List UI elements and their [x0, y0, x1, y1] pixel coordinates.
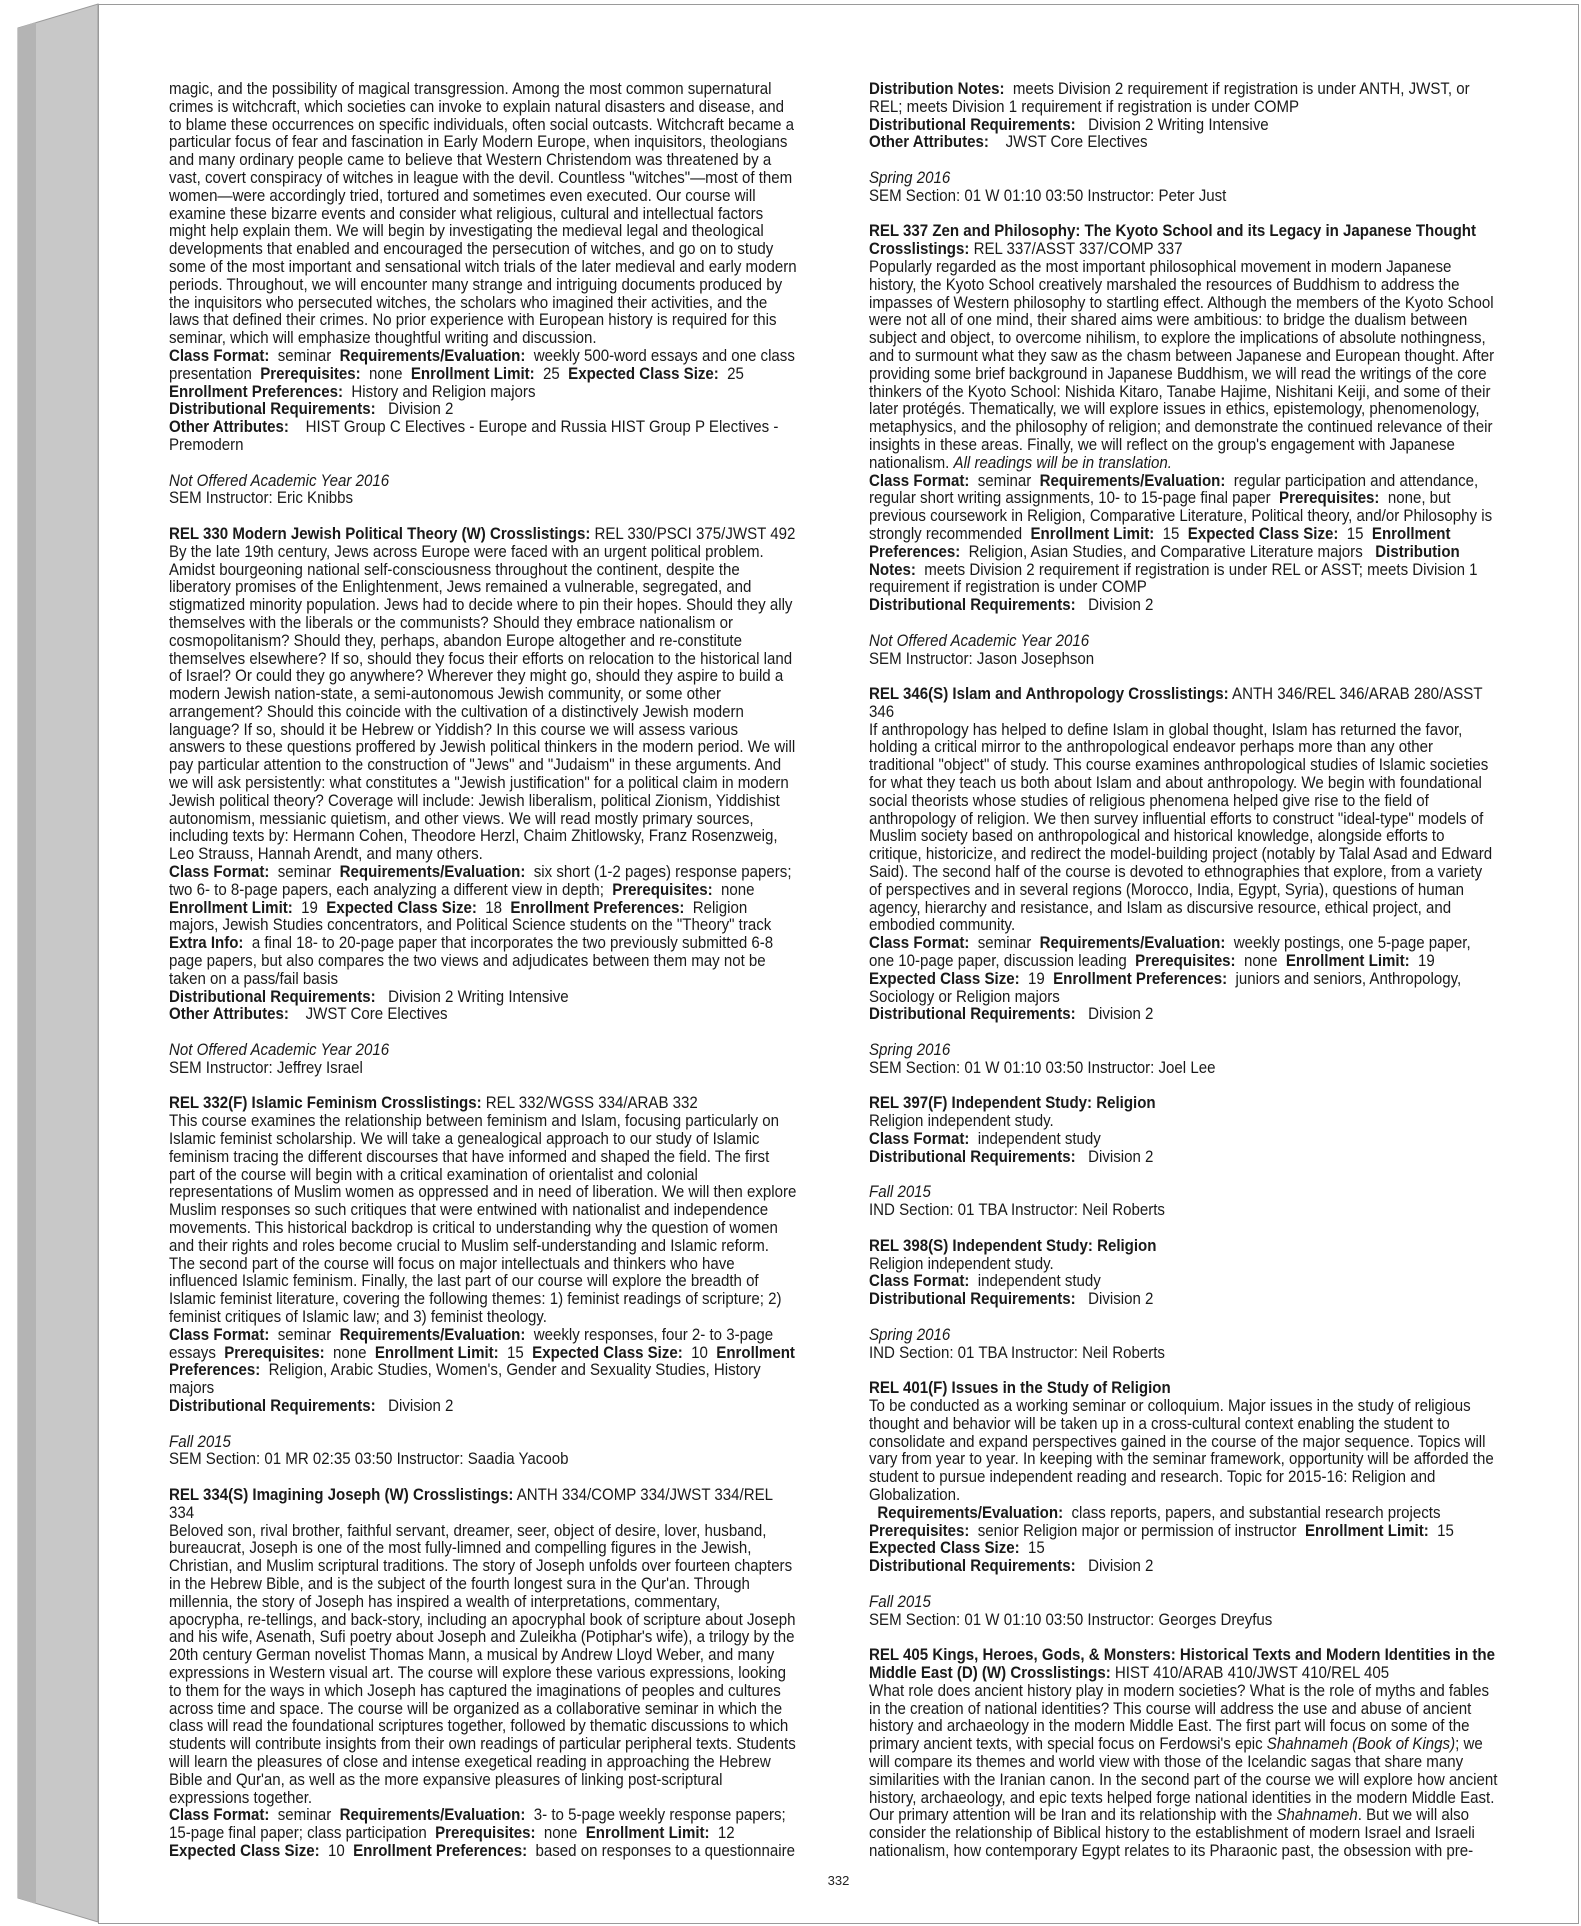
course-offering: Spring 2016 SEM Section: 01 W 01:10 03:50 Instructor: Joel Lee: [869, 1041, 1216, 1077]
course-title: REL 397(F) Independent Study: Religion: [869, 1094, 1156, 1113]
course-title: REL 401(F) Issues in the Study of Religion: [869, 1379, 1171, 1398]
course-entry-rel-397: REL 397(F) Independent Study: Religion Religion independent study. Class Format: independent study Distributional Requirements: Division 2: [869, 1094, 1156, 1166]
course-entry-rel-346: REL 346(S) Islam and Anthropology Crosslistings: ANTH 346/REL 346/ARAB 280/ASST 346 If anthropology has helped to define Islam in global thought, Islam has returned the favor, holding a critical mirror to the anthropological endeavor perhaps more than any other traditional "object" of study. This course examines anthropological studies of Islamic societies for what they teach us both about Islam and about anthropology. We begin with foundational social theorists whose studies of religious phenomena helped give rise to the field of anthropology of religion. We then survey influential efforts to construct "ideal-type" models of Muslim society based on anthropological and historical knowledge, alongside efforts to critique, historicize, and redirect the model-building project (notably by Talal Asad and Edward Said). The second half of the course is devoted to ethnographies that explore, from a variety of perspectives and in several regions (Morocco, India, Egypt, Syria), questions of human agency, hierarchy and resistance, and Islam as discursive resource, ethical project, and embodied community. Class Format: seminar Requirements/Evaluation: weekly postings, one 5-page paper, one 10-page paper, discussion leading Prerequisites: none Enrollment Limit: 19 Expected Class Size: 19 Enrollment Preferences: juniors and seniors, Anthropology, Sociology or Religion majors Distributional Requirements: Division 2: [869, 685, 1493, 1024]
course-entry-rel-398: REL 398(S) Independent Study: Religion Religion independent study. Class Format: independent study Distributional Requirements: Division 2: [869, 1236, 1157, 1309]
course-entry-rel-337: REL 337 Zen and Philosophy: The Kyoto School and its Legacy in Japanese Thought Crosslistings: REL 337/ASST 337/COMP 337 Popularly regarded as the most important philosophical movement in modern Japanese history, the Kyoto School creatively marshaled the resources of Buddhism to address the impasses of Western philosophy to startling effect. Although the members of the Kyoto School were not all of one mind, their shared aims were ambitious: to bridge the dualism between subject and object, to overcome nihilism, to explore the implications of absolute nothingness, and to surmount what they saw as the chasm between Japanese and European thought. After providing some brief background in Japanese Buddhism, we will read the writings of the core thinkers of the Kyoto School: Nishida Kitaro, Tanabe Hajime, Nishitani Keiji, and some of their later protégés. Thematically, we will explore issues in ethics, epistemology, phenomenology, metaphysics, and the philosophy of religion; and demonstrate the continued relevance of their insights in these areas. Finally, we will reflect on the group's engagement with Japanese nationalism. All readings will be in translation. Class Format: seminar Requirements/Evaluation: regular participation and attendance, regular short writing assignments, 10- to 15-page final paper Prerequisites: none, but previous coursework in Religion, Comparative Literature, Political theory, and/or Philosophy is strongly recommended Enrollment Limit: 15 Expected Class Size: 15 Enrollment Preferences: Religion, Asian Studies, and Comparative Literature majors Distribution Notes: meets Division 2 requirement if registration is under REL or ASST; meets Division 1 requirement if registration is under COMP Distributional Requirements: Division 2: [869, 222, 1495, 615]
course-continuation: Distribution Notes: meets Division 2 requirement if registration is under ANTH, JWST, or REL; meets Division 1 requirement if registration is under COMP Distributional Requirements: Division 2 Writing Intensive Other Attributes: JWST Core Electives: [869, 80, 1470, 152]
course-entry-rel-334: REL 334(S) Imagining Joseph (W) Crosslistings: ANTH 334/COMP 334/JWST 334/REL 334 Beloved son, rival brother, faithful servant, dreamer, seer, object of desire, lover, husband, bureaucrat, Joseph is one of the most fully-limned and compelling figures in the Jewish, Christian, and Muslim scriptural traditions. The story of Joseph unfolds over fourteen chapters in the Hebrew Bible, and is the subject of the fourth longest sura in the Qur'an. Through millennia, the story of Joseph has inspired a wealth of interpretations, commentary, apocrypha, re-tellings, and back-story, including an apocryphal book of scripture about Joseph and his wife, Asenath, Sufi poetry about Joseph and Zuleikha (Potiphar's wife), a trilogy by the 20th century German novelist Thomas Mann, a musical by Andrew Lloyd Weber, and many expressions in Western visual art. The course will explore these various expressions, looking to them for the ways in which Joseph has captured the imaginations of peoples and cultures across time and space. The course will be organized as a collaborative seminar in which the class will read the foundational scriptures together, followed by thematic discussions to which students will contribute insights from their own readings of particular peripheral texts. Students will learn the pleasures of close and intense exegetical reading in approaching the Hebrew Bible and Qur'an, as well as the more expansive pleasures of linking post-scriptural expressions together. Class Format: seminar Requirements/Evaluation: 3- to 5-page weekly response papers; 15-page final paper; class participation Prerequisites: none Enrollment Limit: 12 Expected Class Size: 10 Enrollment Preferences: based on responses to a questionnaire: [169, 1485, 796, 1860]
course-title: REL 332(F) Islamic Feminism Crosslistings:: [169, 1094, 482, 1113]
page-number: 332: [827, 1873, 850, 1888]
course-entry-rel-330: REL 330 Modern Jewish Political Theory (W) Crosslistings: REL 330/PSCI 375/JWST 492 By the late 19th century, Jews across Europe were faced with an urgent political problem. Amidst bourgeoning national self-consciousness throughout the continent, despite the liberatory promises of the Enlightenment, Jews remained a vulnerable, segregated, and stigmatized minority population. Jews had to decide where to pin their hopes. Should they ally themselves with the liberals or the communists? Should they embrace nationalism or cosmopolitanism? Should they, perhaps, abandon Europe altogether and re-constitute themselves elsewhere? If so, should they focus their efforts on relocation to the historical land of Israel? Or could they go anywhere? Wherever they might go, should they aspire to build a modern Jewish nation-state, a semi-autonomous Jewish community, or some other arrangement? Should this coincide with the cultivation of a distinctively Jewish modern language? If so, should it be Hebrew or Yiddish? In this course we will assess various answers to these questions proffered by Jewish political thinkers in the modern period. We will pay particular attention to the construction of "Jews" and "Judaism" in these arguments. And we will ask persistently: what constitutes a "Jewish justification" for a political claim in modern Jewish political theory? Coverage will include: Jewish liberalism, political Zionism, Yiddishist autonomism, messianic quietism, and other views. We will read mostly primary sources, including texts by: Hermann Cohen, Theodore Herzl, Chaim Zhitlowsky, Franz Rosenzweig, Leo Strauss, Hannah Arendt, and many others. Class Format: seminar Requirements/Evaluation: six short (1-2 pages) response papers; two 6- to 8-page papers, each analyzing a different view in depth; Prerequisites: none Enrollment Limit: 19 Expected Class Size: 18 Enrollment Preferences: Religion majors, Jewish Studies concentrators, and Political Science students on the "Theory" track Extra Info: a final 18- to 20-page paper that incorporates the two previously submitted 6-8 page papers, but also compares the two views and adjudicates between them may not be taken on a pass/fail basis Distributional Requirements: Division 2 Writing Intensive Other Attributes: JWST Core Electives: [169, 524, 796, 1024]
course-offering: Fall 2015 SEM Section: 01 MR 02:35 03:50 Instructor: Saadia Yacoob: [169, 1432, 569, 1469]
course-description: magic, and the possibility of magical transgression. Among the most common supernatural crimes is witchcraft, which societies can invoke to explain natural disasters and disease, and to blame these occurrences on specific individuals, often social outcasts. Witchcraft became a particular focus of fear and fascination in Early Modern Europe, when inquisitors, theologians and many ordinary people came to believe that Western Christendom was threatened by a vast, covert conspiracy of witches in league with the devil. Countless "witches"—most of them women—were accordingly tried, tortured and sometimes even executed. Our course will examine these bizarre events and consider what religious, cultural and intellectual factors might help explain them. We will begin by investigating the medieval legal and theological developments that enabled and encouraged the persecution of witches, and go on to study some of the most important and sensational witch trials of the later medieval and early modern periods. Throughout, we will encounter many strange and intriguing documents produced by the inquisitors who persecuted witches, the scholars who imagined their activities, and the laws that defined their crimes. No prior experience with European history is required for this seminar, which will emphasize thoughtful writing and discussion. Class Format: seminar Requirements/Evaluation: weekly 500-word essays and one class presentation Prerequisites: none Enrollment Limit: 25 Expected Class Size: 25 Enrollment Preferences: History and Religion majors Distributional Requirements: Division 2 Other Attributes: HIST Group C Electives - Europe and Russia HIST Group P Electives - Premodern: [169, 80, 797, 454]
course-offering: Not Offered Academic Year 2016 SEM Instructor: Eric Knibbs: [169, 471, 390, 508]
course-entry-rel-401: REL 401(F) Issues in the Study of Religion To be conducted as a working seminar or colloquium. Major issues in the study of religious thought and behavior will be taken up in a cross-cultural context enabling the student to consolidate and expand perspectives gained in the course of the major sequence. Topics will vary from year to year. In keeping with the seminar framework, opportunity will be afforded the student to pursue independent reading and research. Topic for 2015-16: Religion and Globalization. Requirements/Evaluation: class reports, papers, and substantial research projects Prerequisites: senior Religion major or permission of instructor Enrollment Limit: 15 Expected Class Size: 15 Distributional Requirements: Division 2: [869, 1379, 1494, 1576]
course-entry-rel-405: REL 405 Kings, Heroes, Gods, & Monsters: Historical Texts and Modern Identities in the Middle East (D) (W) Crosslistings: HIST 410/ARAB 410/JWST 410/REL 405 What role does ancient history play in modern societies? What is the role of myths and fables in the creation of national identities? This course will address the use and abuse of ancient history and archaeology in the modern Middle East. The first part will focus on some of the primary ancient texts, with special focus on Ferdowsi's epic Shahnameh (Book of Kings); we will compare its themes and world view with those of the Icelandic sagas that share many similarities with the Iranian canon. In the second part of the course we will explore how ancient history, archaeology, and epic texts helped forge national identities in the modern Middle East. Our primary attention will be Iran and its relationship with the Shahnameh. But we will also consider the relationship of Biblical history to the establishment of modern Israel and Israeli nationalism, how contemporary Egypt relates to its Pharaonic past, the obsession with pre-: [869, 1646, 1498, 1860]
course-title: REL 337 Zen and Philosophy: The Kyoto School and its Legacy in Japanese Thought: [869, 222, 1477, 241]
course-offering: Fall 2015 IND Section: 01 TBA Instructor: Neil Roberts: [869, 1183, 1165, 1220]
course-title: REL 346(S) Islam and Anthropology Crosslistings:: [869, 685, 1229, 704]
course-entry-rel-332: REL 332(F) Islamic Feminism Crosslistings: REL 332/WGSS 334/ARAB 332 This course examines the relationship between feminism and Islam, focusing particularly on Islamic feminist scholarship. We will take a genealogical approach to our study of Islamic feminism tracing the different discourses that have informed and shaped the field. The first part of the course will begin with a critical examination of orientalist and colonial representations of Muslim women as oppressed and in need of liberation. We will then explore Muslim responses so such critiques that were entwined with nationalist and independence movements. This historical backdrop is critical to understanding why the question of women and their rights and roles become crucial to Muslim self-understanding and Islamic reform. The second part of the course will focus on major intellectuals and thinkers who have influenced Islamic feminism. Finally, the last part of our course will explore the breadth of Islamic feminist literature, covering the following themes: 1) feminist readings of scripture; 2) feminist critiques of Islamic law; and 3) feminist theology. Class Format: seminar Requirements/Evaluation: weekly responses, four 2- to 3-page essays Prerequisites: none Enrollment Limit: 15 Expected Class Size: 10 Enrollment Preferences: Religion, Arabic Studies, Women's, Gender and Sexuality Studies, History majors Distributional Requirements: Division 2: [169, 1094, 797, 1415]
catalog-page: [98, 4, 1579, 1924]
course-offering: Fall 2015 SEM Section: 01 W 01:10 03:50 Instructor: Georges Dreyfus: [869, 1592, 1273, 1629]
course-title: REL 330 Modern Jewish Political Theory (W) Crosslistings:: [169, 524, 591, 543]
course-offering: Not Offered Academic Year 2016 SEM Instructor: Jeffrey Israel: [169, 1041, 390, 1077]
course-offering: Spring 2016 SEM Section: 01 W 01:10 03:50 Instructor: Peter Just: [869, 168, 1227, 205]
course-title: REL 334(S) Imagining Joseph (W) Crosslistings:: [169, 1485, 514, 1504]
left-column: [169, 81, 798, 1861]
course-title: REL 405 Kings, Heroes, Gods, & Monsters: Historical Texts and Modern Identities in the Middle East (D) (W) Crosslistings:: [869, 1646, 1496, 1682]
course-title: REL 398(S) Independent Study: Religion: [869, 1236, 1157, 1255]
right-column: [869, 81, 1498, 1861]
course-offering: Spring 2016 IND Section: 01 TBA Instructor: Neil Roberts: [869, 1325, 1165, 1362]
course-offering: Not Offered Academic Year 2016 SEM Instructor: Jason Josephson: [869, 631, 1095, 668]
